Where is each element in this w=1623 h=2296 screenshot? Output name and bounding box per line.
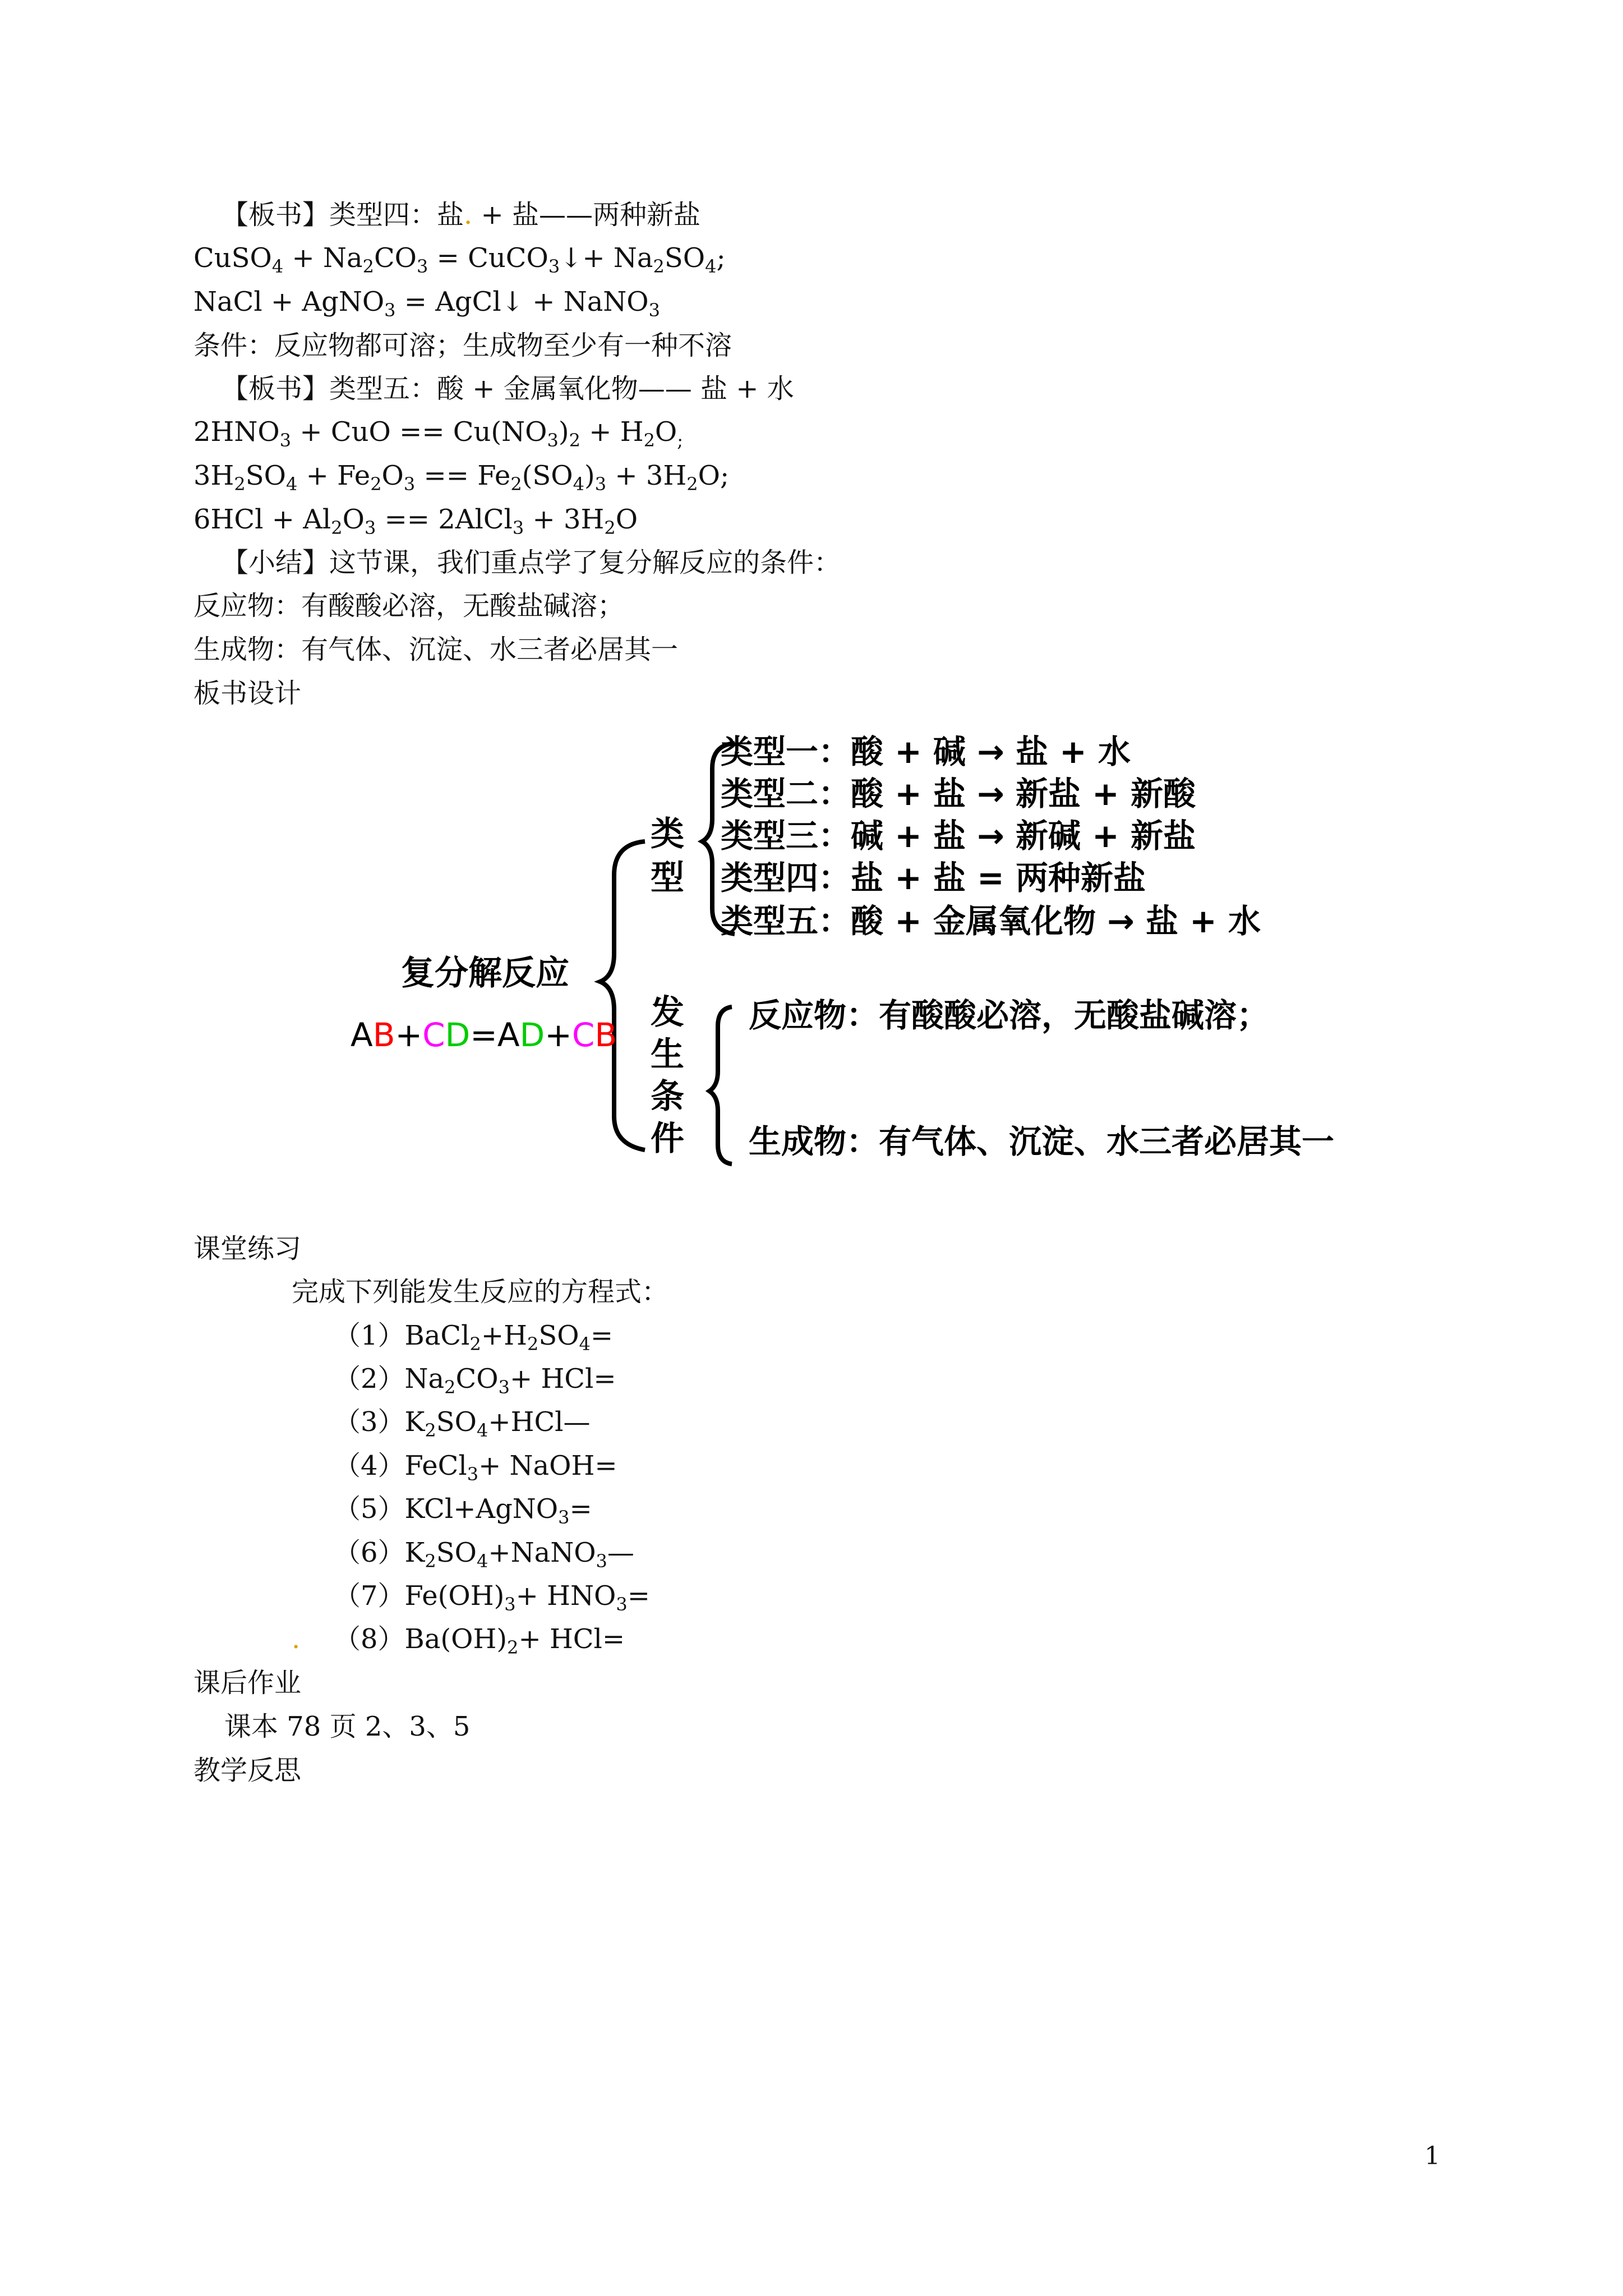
summary-line: 【小结】这节课，我们重点学了复分解反应的条件： [222, 547, 841, 578]
text-run: == Fe [415, 460, 511, 491]
formula-char: C [571, 1016, 595, 1054]
subscript: 2 [444, 1377, 456, 1398]
text-run: CuSO [193, 242, 272, 274]
types-brace [702, 743, 735, 934]
text-run: （4）FeCl [334, 1450, 467, 1481]
text-run: = [590, 1320, 614, 1351]
text-run: CO [374, 242, 417, 274]
conditions-brace [709, 1007, 732, 1164]
type-4: 类型四：盐 + 盐 = 两种新盐 [721, 859, 1146, 897]
subscript: 3 [498, 1377, 510, 1398]
text-run: 2HNO [193, 416, 280, 448]
subscript: 3 [512, 517, 524, 539]
text-run: （6）K [334, 1537, 425, 1568]
type-3: 类型三：碱 + 盐 → 新碱 + 新盐 [721, 817, 1196, 855]
text-run: +HCl— [488, 1406, 591, 1438]
page-number: 1 [1424, 2142, 1440, 2170]
board-type5-line: 【板书】类型五：酸 + 金属氧化物—— 盐 + 水 [222, 373, 794, 404]
text-run: （7）Fe(OH) [334, 1580, 505, 1612]
text-run: + 3H [606, 460, 687, 491]
formula-char: = [470, 1016, 497, 1054]
cond-label-2: 生 [651, 1035, 684, 1074]
text-run: ↓+ Na [560, 242, 653, 274]
subscript: 3 [417, 256, 428, 277]
homework-heading: 课后作业 [193, 1667, 302, 1699]
formula-char: A [497, 1016, 520, 1054]
text-run: 3H [193, 460, 234, 491]
subscript: 3 [548, 256, 560, 277]
condition-products: 生成物：有气体、沉淀、水三者必居其一 [749, 1122, 1335, 1161]
board-design-heading: 板书设计 [193, 678, 302, 709]
text-run: O; [698, 460, 730, 491]
subscript: 2 [234, 473, 246, 495]
text-run: （1）BaCl [334, 1320, 470, 1351]
formula-char: + [395, 1016, 423, 1054]
subscript: 4 [705, 256, 717, 277]
subscript: 2 [604, 517, 616, 539]
subscript: 2 [469, 1333, 481, 1355]
subscript: 4 [271, 256, 284, 277]
subscript: 3 [504, 1594, 516, 1615]
text-run: + Fe [297, 460, 371, 491]
text-run: +H [481, 1320, 527, 1351]
text-run: （3）K [334, 1406, 425, 1438]
subscript: 2 [510, 473, 522, 495]
type-5: 类型五：酸 + 金属氧化物 → 盐 + 水 [721, 902, 1261, 940]
text-run: SO [538, 1320, 579, 1351]
reflection-heading: 教学反思 [193, 1755, 302, 1786]
formula-char: A [351, 1016, 373, 1054]
cond-label-1: 发 [651, 993, 684, 1032]
subscript: 3 [547, 430, 559, 451]
subscript: 3 [403, 473, 416, 495]
subscript: 3 [648, 300, 661, 321]
diagram-title: 复分解反应 [401, 954, 569, 993]
subscript: 4 [477, 1420, 488, 1441]
text-run: + 3H [524, 504, 605, 535]
text-run: （8）Ba(OH) [334, 1623, 508, 1655]
subscript: 4 [286, 473, 298, 495]
formula-char: B [594, 1016, 617, 1054]
orange-dot: . [292, 1623, 301, 1655]
text-run: O [342, 504, 365, 535]
main-brace [600, 841, 645, 1150]
text-run: ) [584, 460, 595, 491]
text-run: + HNO [515, 1580, 616, 1612]
type-label-1: 类 [651, 815, 684, 854]
type-1: 类型一：酸 + 碱 → 盐 + 水 [721, 733, 1131, 771]
subscript: 4 [579, 1333, 591, 1355]
text-run: （2）Na [334, 1363, 445, 1395]
formula-char: B [372, 1016, 395, 1054]
cond-label-3: 条 [651, 1077, 684, 1116]
text-run: == 2AlCl [376, 504, 513, 535]
text-run: = CuCO [428, 242, 548, 274]
practice-intro: 完成下列能发生反应的方程式： [292, 1276, 669, 1308]
text-run: 6HCl + Al [193, 504, 331, 535]
text-run: + CuO == Cu(NO [291, 416, 547, 448]
subscript: 3 [594, 473, 607, 495]
text-run: = [569, 1493, 592, 1525]
text-run: + Na [283, 242, 363, 274]
subscript: 4 [477, 1550, 488, 1572]
subscript: 3 [467, 1464, 479, 1485]
text-run: O [615, 504, 638, 535]
text-run: — [607, 1537, 634, 1568]
subscript: 2 [686, 473, 698, 495]
type-2: 类型二：酸 + 盐 → 新盐 + 新酸 [721, 775, 1196, 813]
subscript: 2 [331, 517, 343, 539]
cond-label-4: 件 [651, 1119, 684, 1158]
subscript: 2 [425, 1420, 436, 1441]
text-run: + HCl= [518, 1623, 625, 1655]
text-run: NaCl + AgNO [193, 286, 385, 318]
text-run: SO [436, 1537, 477, 1568]
subscript: 3 [596, 1550, 607, 1572]
summary-products: 生成物：有气体、沉淀、水三者必居其一 [193, 634, 679, 665]
type-label-2: 型 [651, 858, 684, 898]
formula-char: D [445, 1016, 471, 1054]
practice-heading: 课堂练习 [193, 1233, 302, 1264]
text-run: (SO [522, 460, 573, 491]
text-run: = [627, 1580, 650, 1612]
subscript: 3 [384, 300, 396, 321]
text-run: + NaOH= [478, 1450, 617, 1481]
subscript: 2 [362, 256, 374, 277]
text-run: + H [580, 416, 644, 448]
formula-char: C [422, 1016, 445, 1054]
formula-char: D [519, 1016, 545, 1054]
practice-item-8 [334, 1618, 625, 1669]
subscript: 4 [573, 473, 584, 495]
condition-line: 条件：反应物都可溶；生成物至少有一种不溶 [193, 330, 732, 361]
subscript: 2 [507, 1637, 519, 1658]
text-run: ; [716, 242, 726, 274]
subscript: ; [677, 430, 684, 451]
condition-reactants: 反应物：有酸酸必溶，无酸盐碱溶； [749, 996, 1270, 1034]
board-type4-line: 【板书】类型四：盐. + 盐——两种新盐 [222, 199, 701, 231]
subscript: 2 [643, 430, 655, 451]
text-run: SO [245, 460, 286, 491]
text-run: （5）KCl+AgNO [334, 1493, 559, 1525]
formula-char: + [545, 1016, 572, 1054]
text-run: SO [436, 1406, 477, 1438]
text-run: O [654, 416, 677, 448]
subscript: 2 [425, 1550, 436, 1572]
subscript: 3 [364, 517, 376, 539]
subscript: 3 [616, 1594, 628, 1615]
subscript: 2 [527, 1333, 539, 1355]
subscript: 2 [653, 256, 665, 277]
text-run: +NaNO [488, 1537, 596, 1568]
summary-reactants: 反应物：有酸酸必溶，无酸盐碱溶； [193, 590, 625, 622]
text-run: SO [664, 242, 706, 274]
text-run: = AgCl↓ + NaNO [395, 286, 649, 318]
subscript: 3 [279, 430, 292, 451]
diagram-formula [351, 1015, 617, 1055]
text-run: O [381, 460, 404, 491]
text-run: + HCl= [509, 1363, 616, 1395]
text-run: CO [455, 1363, 499, 1395]
text-run: ) [558, 416, 569, 448]
subscript: 2 [569, 430, 580, 451]
homework-text: 课本 78 页 2、3、5 [224, 1711, 471, 1742]
subscript: 2 [370, 473, 382, 495]
subscript: 3 [558, 1507, 570, 1528]
